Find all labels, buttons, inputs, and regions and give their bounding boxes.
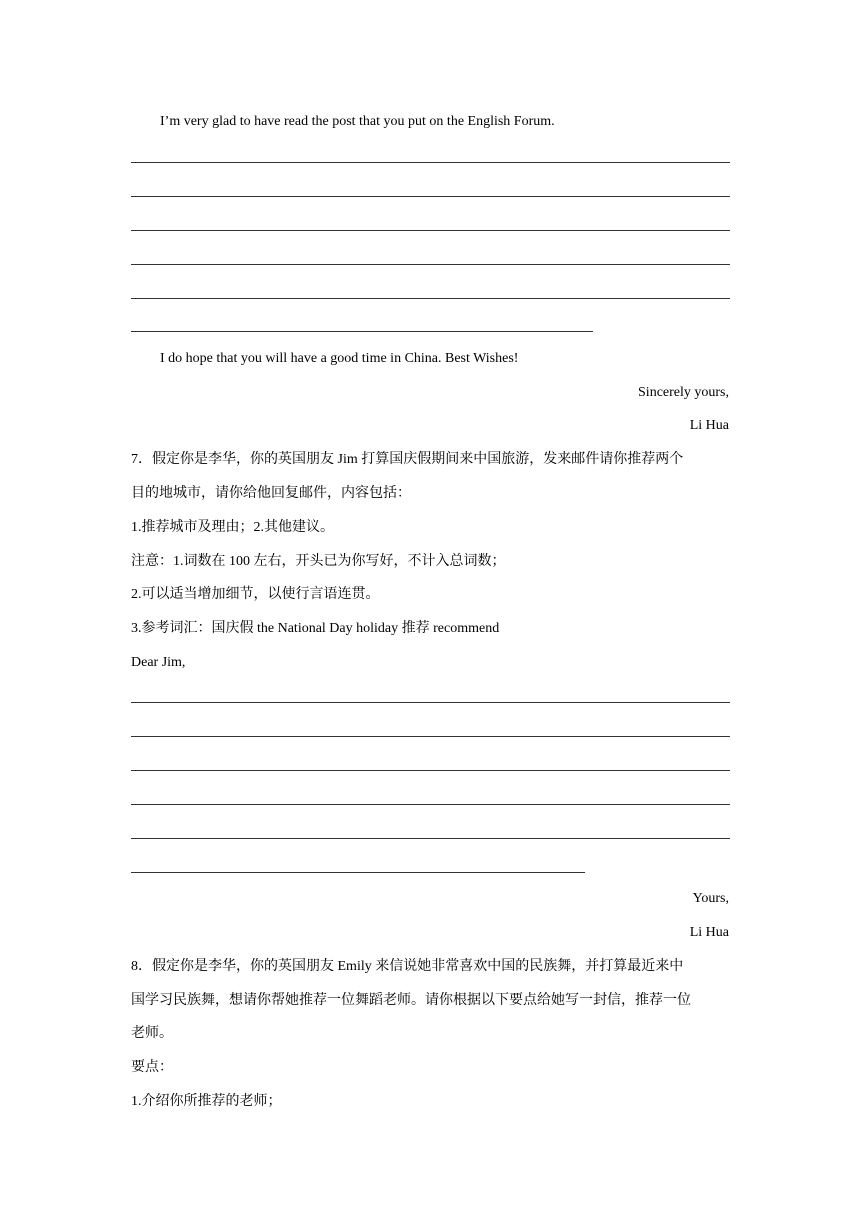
answer-line[interactable]	[131, 331, 593, 332]
question-7-prompt: 7．假定你是李华，你的英国朋友 Jim 打算国庆假期间来中国旅游，发来邮件请你推荐两个	[131, 452, 684, 467]
question-8-prompt-cont: 国学习民族舞，想请你帮她推荐一位舞蹈老师。请你根据以下要点给她写一封信，推荐一位	[131, 993, 691, 1008]
answer-line[interactable]	[131, 770, 730, 771]
question-7-note-1: 注意：1.词数在 100 左右，开头已为你写好，不计入总词数；	[131, 554, 506, 569]
letter-opening: I’m very glad to have read the post that you put on the English Forum.	[160, 114, 555, 129]
question-7-note-2: 2.可以适当增加细节，以使行言语连贯。	[131, 587, 380, 602]
answer-line[interactable]	[131, 736, 730, 737]
question-7-salutation: Dear Jim,	[131, 655, 186, 670]
answer-line[interactable]	[131, 298, 730, 299]
question-8-point-1: 1.介绍你所推荐的老师；	[131, 1094, 282, 1109]
question-7-prompt-cont: 目的地城市，请你给他回复邮件，内容包括：	[131, 486, 411, 501]
letter-closing: I do hope that you will have a good time in China. Best Wishes!	[160, 351, 519, 366]
answer-line[interactable]	[131, 838, 730, 839]
question-7-signoff: Yours,	[692, 891, 729, 906]
question-7-vocab: 3.参考词汇：国庆假 the National Day holiday 推荐 recommend	[131, 621, 500, 636]
letter-signature: Li Hua	[689, 418, 729, 433]
question-7-signature: Li Hua	[689, 925, 729, 940]
answer-line[interactable]	[131, 264, 730, 265]
question-8-prompt: 8．假定你是李华，你的英国朋友 Emily 来信说她非常喜欢中国的民族舞，并打算最近来中	[131, 959, 684, 974]
answer-line[interactable]	[131, 196, 730, 197]
answer-line[interactable]	[131, 230, 730, 231]
letter-signoff: Sincerely yours,	[638, 385, 729, 400]
question-7-content: 1.推荐城市及理由；2.其他建议。	[131, 520, 334, 535]
question-8-prompt-cont-2: 老师。	[131, 1026, 173, 1041]
answer-line[interactable]	[131, 702, 730, 703]
question-8-points-label: 要点：	[131, 1060, 173, 1075]
answer-line[interactable]	[131, 804, 730, 805]
answer-line[interactable]	[131, 162, 730, 163]
answer-line[interactable]	[131, 872, 585, 873]
